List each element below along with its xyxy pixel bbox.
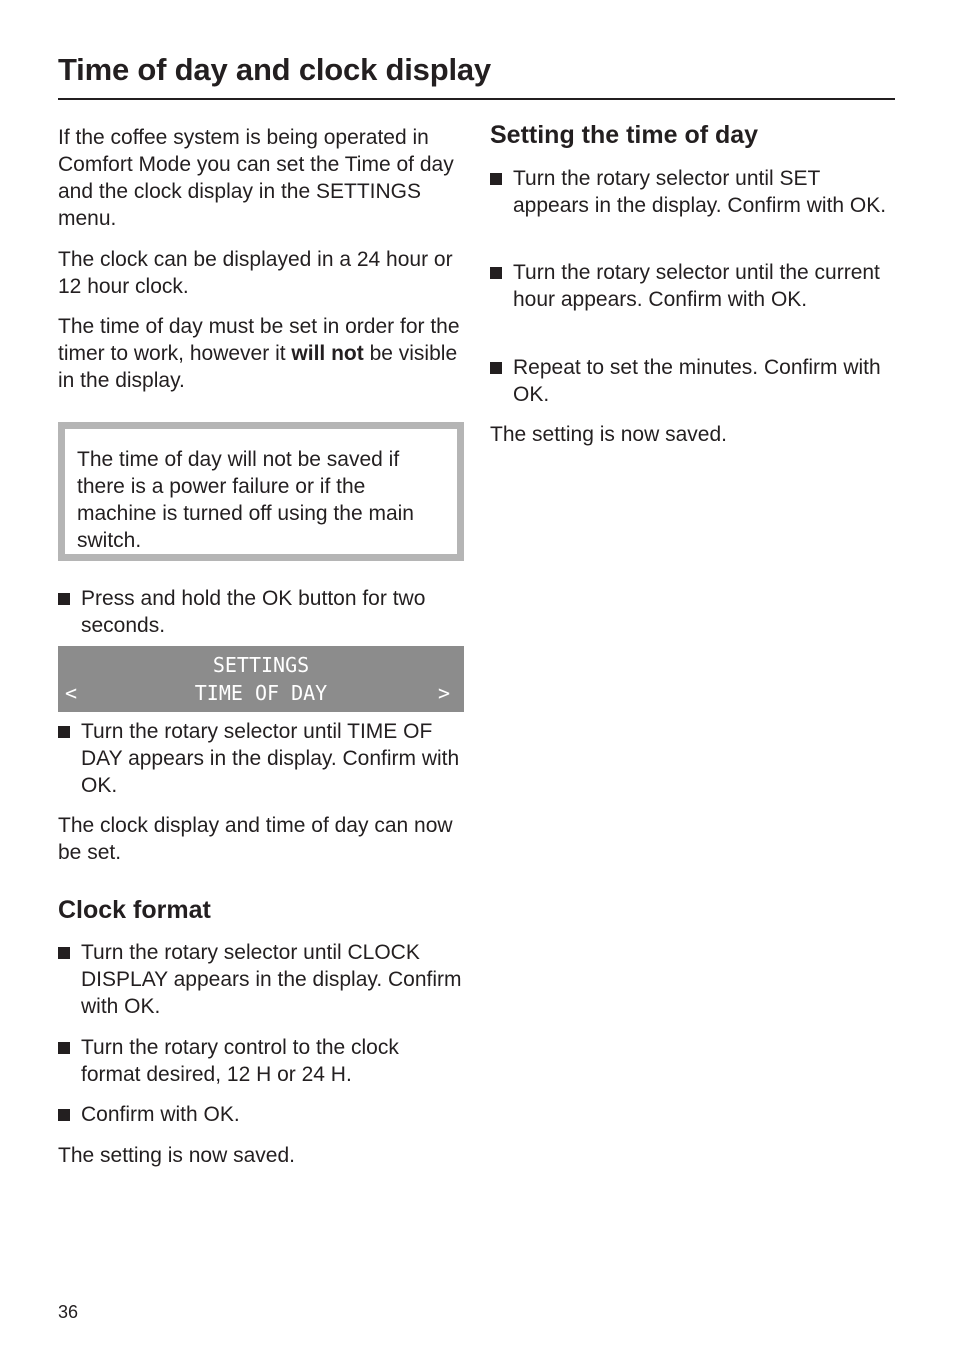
display-line-time-of-day: TIME OF DAY	[194, 681, 328, 705]
clock-format-step-1-text: Turn the rotary selector until CLOCK DISPLAY appears in the display. Confirm with OK.	[81, 941, 462, 1018]
after-turn-paragraph: The clock display and time of day can now be set.	[58, 814, 453, 864]
timer-note-bold: will not	[291, 342, 364, 365]
setting-time-result: The setting is now saved.	[490, 423, 727, 446]
step-press-ok-text: Press and hold the OK button for two seconds.	[81, 587, 426, 637]
display-line-settings: SETTINGS	[212, 653, 310, 677]
setting-time-step-1-text: Turn the rotary selector until SET appears in the display. Confirm with OK.	[513, 167, 887, 217]
timer-note-before: The time of day must be set in order for the timer to work, however it	[58, 315, 460, 365]
bullet-square-icon	[58, 726, 70, 738]
warning-note-box	[58, 422, 464, 561]
warning-note-inner	[65, 429, 457, 554]
clock-format-heading: Clock format	[58, 896, 211, 924]
page-title: Time of day and clock display	[58, 52, 491, 87]
clock-format-result: The setting is now saved.	[58, 1144, 295, 1167]
clock-format-step-2-text: Turn the rotary control to the clock format desired, 12 H or 24 H.	[81, 1036, 399, 1086]
page-number: 36	[58, 1302, 79, 1322]
setting-time-heading: Setting the time of day	[490, 121, 759, 149]
display-screen	[58, 646, 464, 712]
step-turn-selector-text: Turn the rotary selector until TIME OF DAY appears in the display. Confirm with OK.	[81, 720, 460, 797]
bullet-square-icon	[58, 947, 70, 959]
timer-note-paragraph	[58, 313, 464, 394]
intro-paragraph-clock-format: The clock can be displayed in a 24 hour or 12 hour clock.	[58, 248, 453, 298]
bullet-square-icon	[490, 362, 502, 374]
title-rule	[58, 98, 895, 100]
bullet-square-icon	[58, 1042, 70, 1054]
clock-format-step-3-text: Confirm with OK.	[81, 1103, 240, 1126]
timer-note-after: be visible in the display.	[58, 342, 458, 392]
bullet-square-icon	[58, 593, 70, 605]
warning-note-text: The time of day will not be saved if there is a power failure or if the machine is turned off using the main switch.	[77, 448, 414, 552]
bullet-square-icon	[490, 173, 502, 185]
bullet-square-icon	[58, 1109, 70, 1121]
intro-paragraph-comfort-mode: If the coffee system is being operated in Comfort Mode you can set the Time of day and the clock display in the SETTINGS menu.	[58, 126, 454, 230]
chevron-right-icon: >	[437, 681, 450, 705]
setting-time-step-3-text: Repeat to set the minutes. Confirm with OK.	[513, 356, 881, 406]
chevron-left-icon: <	[65, 681, 78, 705]
setting-time-step-2-text: Turn the rotary selector until the current hour appears. Confirm with OK.	[513, 261, 880, 311]
bullet-square-icon	[490, 267, 502, 279]
